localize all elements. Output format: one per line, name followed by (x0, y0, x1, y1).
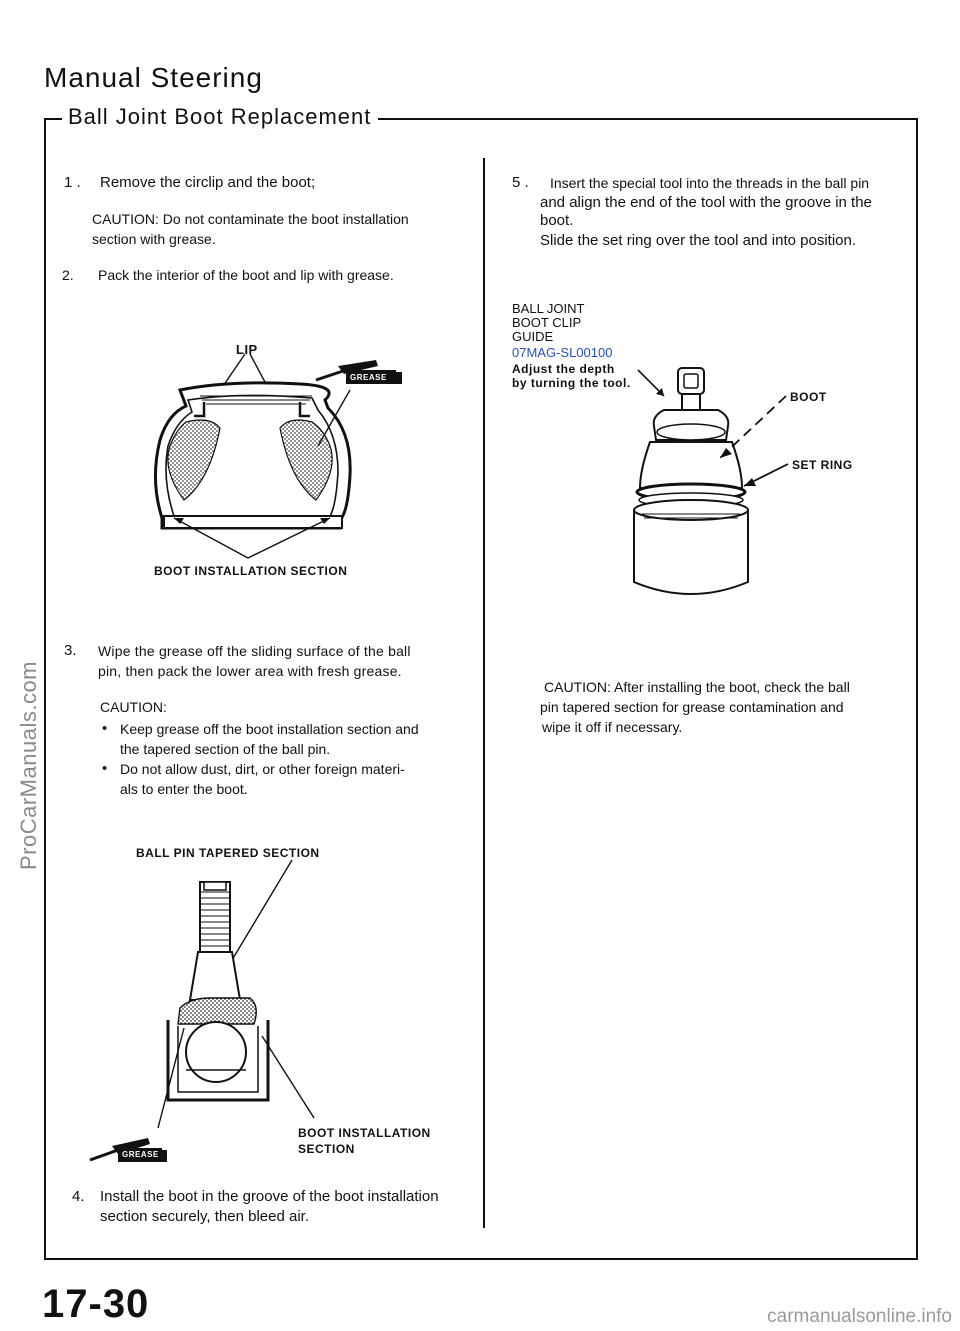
step-5-text-cont: and align the end of the tool with the groove in the (540, 194, 872, 211)
boot-installation-section-label: BOOT INSTALLATION SECTION (154, 564, 348, 578)
frame-line (378, 118, 918, 120)
tool-name-line2: BOOT CLIP (512, 315, 582, 330)
step-1-text: Remove the circlip and the boot; (100, 174, 316, 191)
grease-label: GREASE (350, 373, 387, 382)
frame-line (44, 118, 46, 1260)
side-watermark: ProCarManuals.com (16, 660, 41, 870)
step-3-bullet-2: Do not allow dust, dirt, or other foreign materi- (120, 761, 405, 777)
step-5-number: 5 . (512, 174, 529, 191)
section-title: Ball Joint Boot Replacement (64, 104, 375, 130)
bullet-icon: • (102, 720, 108, 737)
step-2-text: Pack the interior of the boot and lip with grease. (98, 267, 394, 283)
tool-part-number: 07MAG-SL00100 (512, 345, 613, 360)
adjust-depth-label-cont: by turning the tool. (512, 376, 631, 390)
step-5-caution-cont: pin tapered section for grease contamination and (540, 699, 844, 715)
step-5-caution: CAUTION: After installing the boot, check the ball (544, 679, 850, 695)
lip-label: LIP (236, 342, 258, 357)
tool-name-line1: BALL JOINT (512, 301, 585, 316)
step-5-text: Insert the special tool into the threads in the ball pin (550, 175, 870, 191)
adjust-depth-label: Adjust the depth (512, 362, 615, 376)
step-1-caution: CAUTION: Do not contaminate the boot installation (92, 211, 409, 227)
tool-name-line3: GUIDE (512, 329, 554, 344)
frame-line (44, 118, 62, 120)
column-divider (483, 158, 485, 1228)
step-1-number: 1 . (64, 174, 81, 191)
boot-label: BOOT (790, 390, 827, 404)
boot-installation-label-cont: SECTION (298, 1142, 355, 1156)
page-title: Manual Steering (44, 62, 263, 93)
step-5-caution-cont2: wipe it off if necessary. (542, 719, 683, 735)
step-5-slide-text: Slide the set ring over the tool and into position. (540, 232, 857, 249)
step-1-caution-cont: section with grease. (92, 231, 216, 247)
set-ring-label: SET RING (792, 458, 853, 472)
step-3-bullet-2-cont: als to enter the boot. (120, 781, 248, 797)
bullet-icon: • (102, 760, 108, 777)
grease-label: GREASE (122, 1150, 159, 1159)
step-2-number: 2. (62, 267, 74, 283)
frame-line (44, 1258, 918, 1260)
step-3-caution-title: CAUTION: (100, 699, 167, 715)
step-3-number: 3. (64, 642, 77, 659)
footer-site-watermark: carmanualsonline.info (767, 1306, 952, 1327)
ball-pin-diagram (150, 860, 310, 1130)
boot-installation-label: BOOT INSTALLATION (298, 1126, 431, 1140)
page-number: 17-30 (42, 1282, 150, 1326)
step-4-text: Install the boot in the groove of the boot installation (100, 1188, 439, 1205)
step-4-text-cont: section securely, then bleed air. (100, 1208, 310, 1225)
step-4-number: 4. (72, 1188, 85, 1205)
frame-line (916, 118, 918, 1260)
step-3-bullet-1: Keep grease off the boot installation section and (120, 721, 419, 737)
step-5-text-cont2: boot. (540, 212, 574, 229)
step-3-text-cont: pin, then pack the lower area with fresh grease. (98, 663, 402, 679)
ball-pin-tapered-label: BALL PIN TAPERED SECTION (136, 846, 320, 860)
special-tool-diagram (620, 360, 810, 610)
step-3-text: Wipe the grease off the sliding surface of the ball (98, 643, 411, 659)
step-3-bullet-1-cont: the tapered section of the ball pin. (120, 741, 331, 757)
